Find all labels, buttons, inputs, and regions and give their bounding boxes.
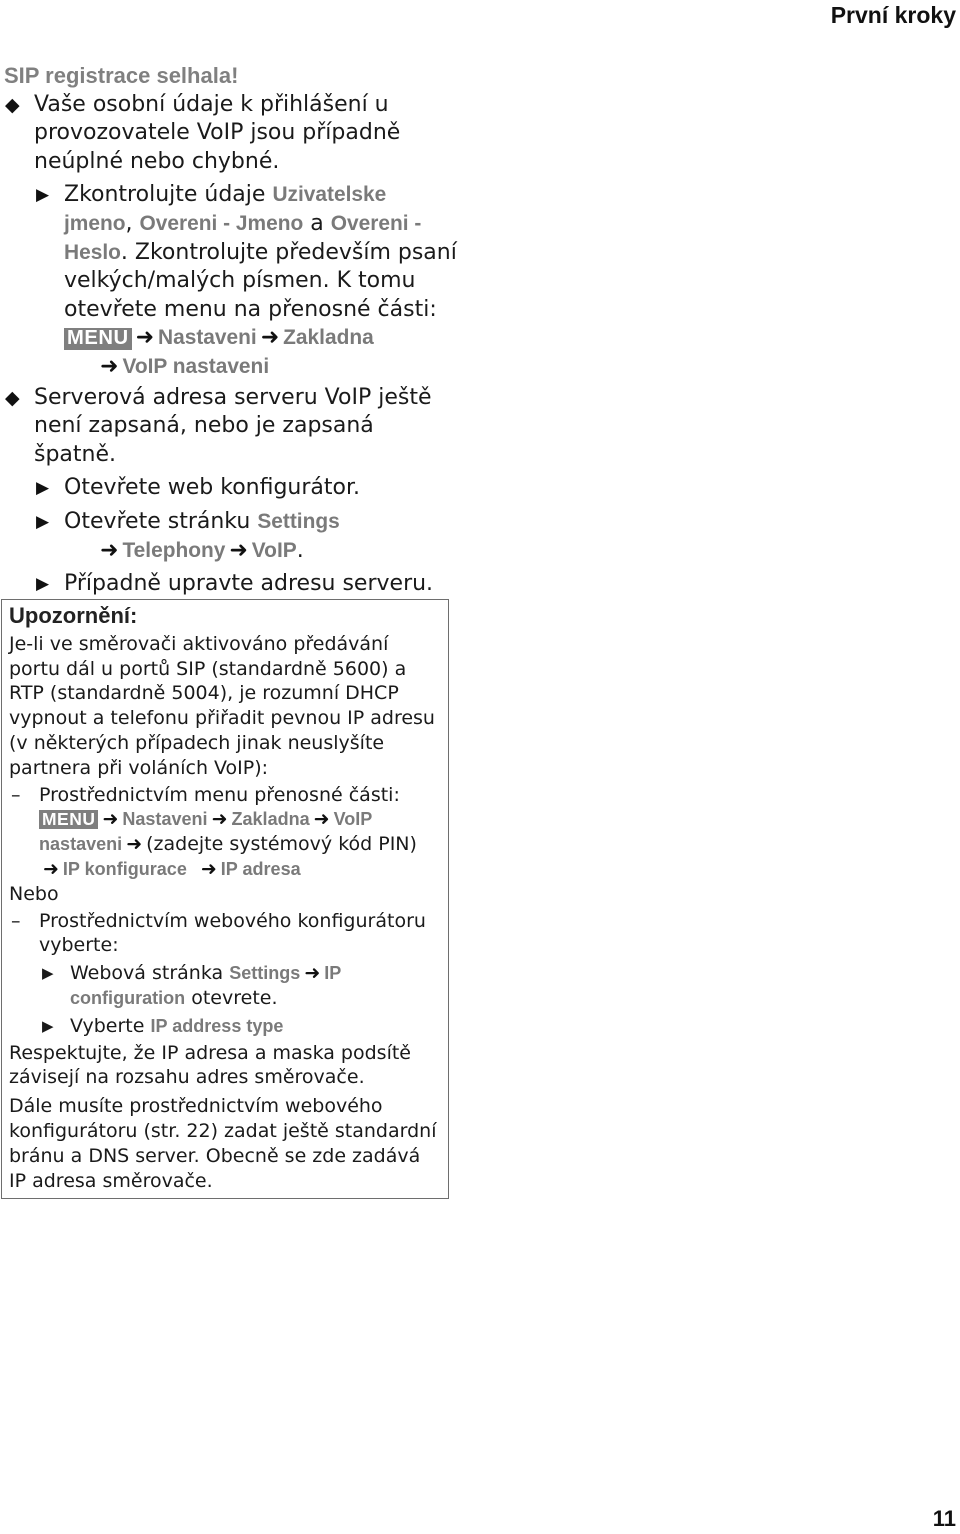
main-column	[0, 62, 460, 599]
note-paragraph-port-forwarding: Je-li ve směrovači aktivováno předávání portu dál u portů SIP (standardně 5600) a RTP (standardně 5004), je rozumní DHCP vypnout a telefonu přiřadit pevnou IP adresu (v některých případech jinak neuslyšíte partnera při voláních VoIP):	[9, 632, 435, 779]
note-title: Upozornění:	[9, 603, 138, 628]
note-option-text: Prostřednictvím menu přenosné části:	[39, 783, 400, 806]
arrow-icon: ➜	[229, 537, 248, 563]
note-option-web	[9, 909, 441, 959]
sip-fail-heading: SIP registrace selhala!	[4, 63, 239, 88]
menu-term-zakladna: Zakladna	[283, 326, 374, 350]
menu-term-nastaveni2: nastaveni	[39, 834, 123, 855]
bullet-credentials-text: Vaše osobní údaje k přihlášení u provozovatele VoIP jsou případně neúplné nebo chybné.	[34, 91, 401, 174]
web-path-line	[64, 537, 460, 566]
step-text: Otevřete web konfigurátor.	[64, 475, 360, 501]
web-term-settings: Settings	[257, 509, 340, 533]
arrow-icon: ➜	[260, 325, 280, 351]
diamond-bullet-icon: ◆	[5, 93, 20, 116]
web-term-configuration: configuration	[70, 987, 186, 1008]
triangle-step-icon: ▶	[36, 574, 50, 595]
bullet-credentials	[0, 91, 460, 177]
step-edit-server	[0, 570, 460, 599]
triangle-step-icon: ▶	[42, 964, 54, 983]
menu-term-ip-adresa: IP adresa	[220, 858, 301, 879]
step-open-configurator	[0, 474, 460, 503]
note-option-menu	[9, 783, 441, 882]
note-pin-text: (zadejte systémový kód PIN)	[146, 833, 417, 856]
menu-path-line	[64, 353, 460, 382]
step-text-check-case: Zkontrolujte především psaní velkých/malých písmen.	[64, 239, 457, 294]
menu-term-voip-nastaveni: VoIP nastaveni	[122, 354, 270, 378]
arrow-icon: ➜	[126, 833, 143, 856]
step-text: Otevřete stránku	[64, 508, 251, 534]
web-term-voip: VoIP	[251, 538, 297, 562]
menu-key: MENU	[64, 328, 132, 349]
menu-term-nastaveni: Nastaveni	[122, 809, 208, 830]
step-text-menu-intro: K tomu otevřete menu na přenosné části:	[64, 268, 437, 322]
menu-term-ip-konfigurace: IP konfigurace	[62, 858, 187, 879]
step-text: Webová stránka	[70, 962, 224, 985]
triangle-step-icon: ▶	[36, 478, 50, 499]
dash-bullet-icon: –	[11, 909, 21, 932]
page-header-title: První kroky	[830, 2, 956, 28]
note-paragraph-gateway: Dále musíte prostřednictvím webového konfigurátoru (str. 22) zadat ještě standardní bránu a DNS server. Obecně se zde zadává IP adresa směrovače.	[9, 1095, 437, 1192]
punct: ,	[125, 210, 133, 236]
note-option-text: Prostřednictvím webového konfigurátoru vyberte:	[39, 909, 426, 957]
menu-term-overeni-heslo: Overeni - Heslo	[64, 211, 422, 264]
step-text: Zkontrolujte údaje	[64, 182, 266, 208]
step-text: Vyberte	[70, 1014, 145, 1037]
diamond-bullet-icon: ◆	[5, 386, 20, 409]
note-or: Nebo	[9, 882, 59, 905]
note-paragraph-subnet: Respektujte, že IP adresa a maska podsítě závisejí na rozsahu adres směrovače.	[9, 1041, 411, 1089]
step-text: a	[310, 210, 324, 236]
bullet-server-address	[0, 384, 460, 470]
note-step-select-ip-type	[9, 1014, 441, 1039]
bullet-server-text: Serverová adresa serveru VoIP ještě není zapsaná, nebo je zapsaná špatně.	[34, 384, 432, 467]
arrow-icon: ➜	[100, 537, 119, 563]
step-open-settings	[0, 508, 460, 565]
menu-term-uzivatelske-jmeno: Uzivatelske jmeno	[64, 183, 387, 235]
step-check-credentials	[0, 181, 460, 381]
web-term-ip: IP	[324, 963, 342, 984]
punct: .	[296, 537, 304, 563]
step-text: otevrete.	[191, 986, 278, 1009]
web-term-ip-address-type: IP address type	[150, 1015, 284, 1036]
arrow-icon: ➜	[313, 808, 330, 831]
step-text: Případně upravte adresu serveru.	[64, 571, 434, 597]
web-term-settings: Settings	[229, 963, 301, 984]
arrow-icon: ➜	[304, 962, 321, 985]
arrow-icon: ➜	[211, 808, 228, 831]
dash-bullet-icon: –	[11, 783, 21, 806]
arrow-icon: ➜	[43, 857, 59, 880]
menu-term-zakladna: Zakladna	[231, 809, 310, 830]
note-step-open-web-page	[9, 961, 441, 1011]
triangle-step-icon: ▶	[36, 185, 50, 206]
arrow-icon: ➜	[102, 808, 119, 831]
web-term-telephony: Telephony	[122, 538, 226, 562]
note-box	[1, 599, 449, 1199]
page-number: 11	[932, 1506, 956, 1531]
arrow-icon: ➜	[135, 325, 155, 351]
menu-term-overeni-jmeno: Overeni - Jmeno	[139, 211, 304, 235]
menu-term-nastaveni: Nastaveni	[158, 326, 257, 350]
menu-key: MENU	[39, 810, 98, 828]
arrow-icon: ➜	[100, 353, 119, 379]
triangle-step-icon: ▶	[36, 511, 50, 532]
arrow-icon: ➜	[200, 857, 217, 880]
menu-term-voip: VoIP	[333, 809, 373, 830]
punct: .	[120, 239, 128, 265]
triangle-step-icon: ▶	[42, 1016, 54, 1035]
